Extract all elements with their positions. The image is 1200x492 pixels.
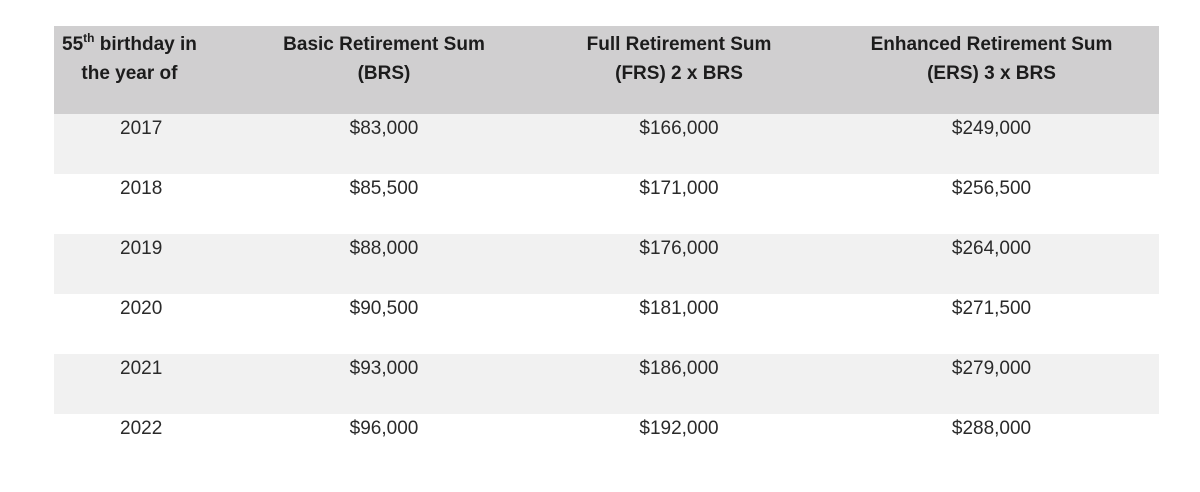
header-row <box>54 26 1159 114</box>
table-body <box>54 114 1159 474</box>
cell-brs: $88,000 <box>349 238 419 259</box>
table-row <box>54 234 1159 294</box>
cell-year: 2017 <box>120 118 163 139</box>
cell-frs: $176,000 <box>639 238 719 259</box>
header-year <box>54 26 234 114</box>
header-ers: Enhanced Retirement Sum (ERS) 3 x BRS <box>870 34 1113 84</box>
table-row <box>54 174 1159 234</box>
table-row <box>54 114 1159 174</box>
cell-brs: $83,000 <box>349 118 419 139</box>
cell-frs: $186,000 <box>639 358 719 379</box>
retirement-sum-table-container <box>54 26 1159 474</box>
table-row <box>54 294 1159 354</box>
cell-brs: $96,000 <box>349 418 419 439</box>
cell-frs: $171,000 <box>639 178 719 199</box>
cell-year: 2018 <box>120 178 163 199</box>
cell-ers: $264,000 <box>951 238 1032 259</box>
header-year-line1: 55th birthday in <box>62 30 197 55</box>
cell-year: 2021 <box>120 358 163 379</box>
cell-brs: $85,500 <box>349 178 419 199</box>
cell-year: 2022 <box>120 418 163 439</box>
cell-ers: $288,000 <box>951 418 1032 439</box>
cell-frs: $181,000 <box>639 298 719 319</box>
cell-brs: $90,500 <box>349 298 419 319</box>
table-header <box>54 26 1159 114</box>
table-row <box>54 414 1159 474</box>
cell-frs: $166,000 <box>639 118 719 139</box>
cell-year: 2019 <box>120 238 163 259</box>
header-brs: Basic Retirement Sum (BRS) <box>283 34 485 84</box>
cell-ers: $279,000 <box>951 358 1032 379</box>
cell-frs: $192,000 <box>639 418 719 439</box>
cell-brs: $93,000 <box>349 358 419 379</box>
header-frs: Full Retirement Sum (FRS) 2 x BRS <box>586 34 772 84</box>
cell-ers: $271,500 <box>951 298 1032 319</box>
table-row <box>54 354 1159 414</box>
cell-ers: $256,500 <box>951 178 1032 199</box>
cell-ers: $249,000 <box>951 118 1032 139</box>
header-year-line2: the year of <box>81 63 178 84</box>
cell-year: 2020 <box>120 298 163 319</box>
retirement-sum-table <box>54 26 1159 474</box>
